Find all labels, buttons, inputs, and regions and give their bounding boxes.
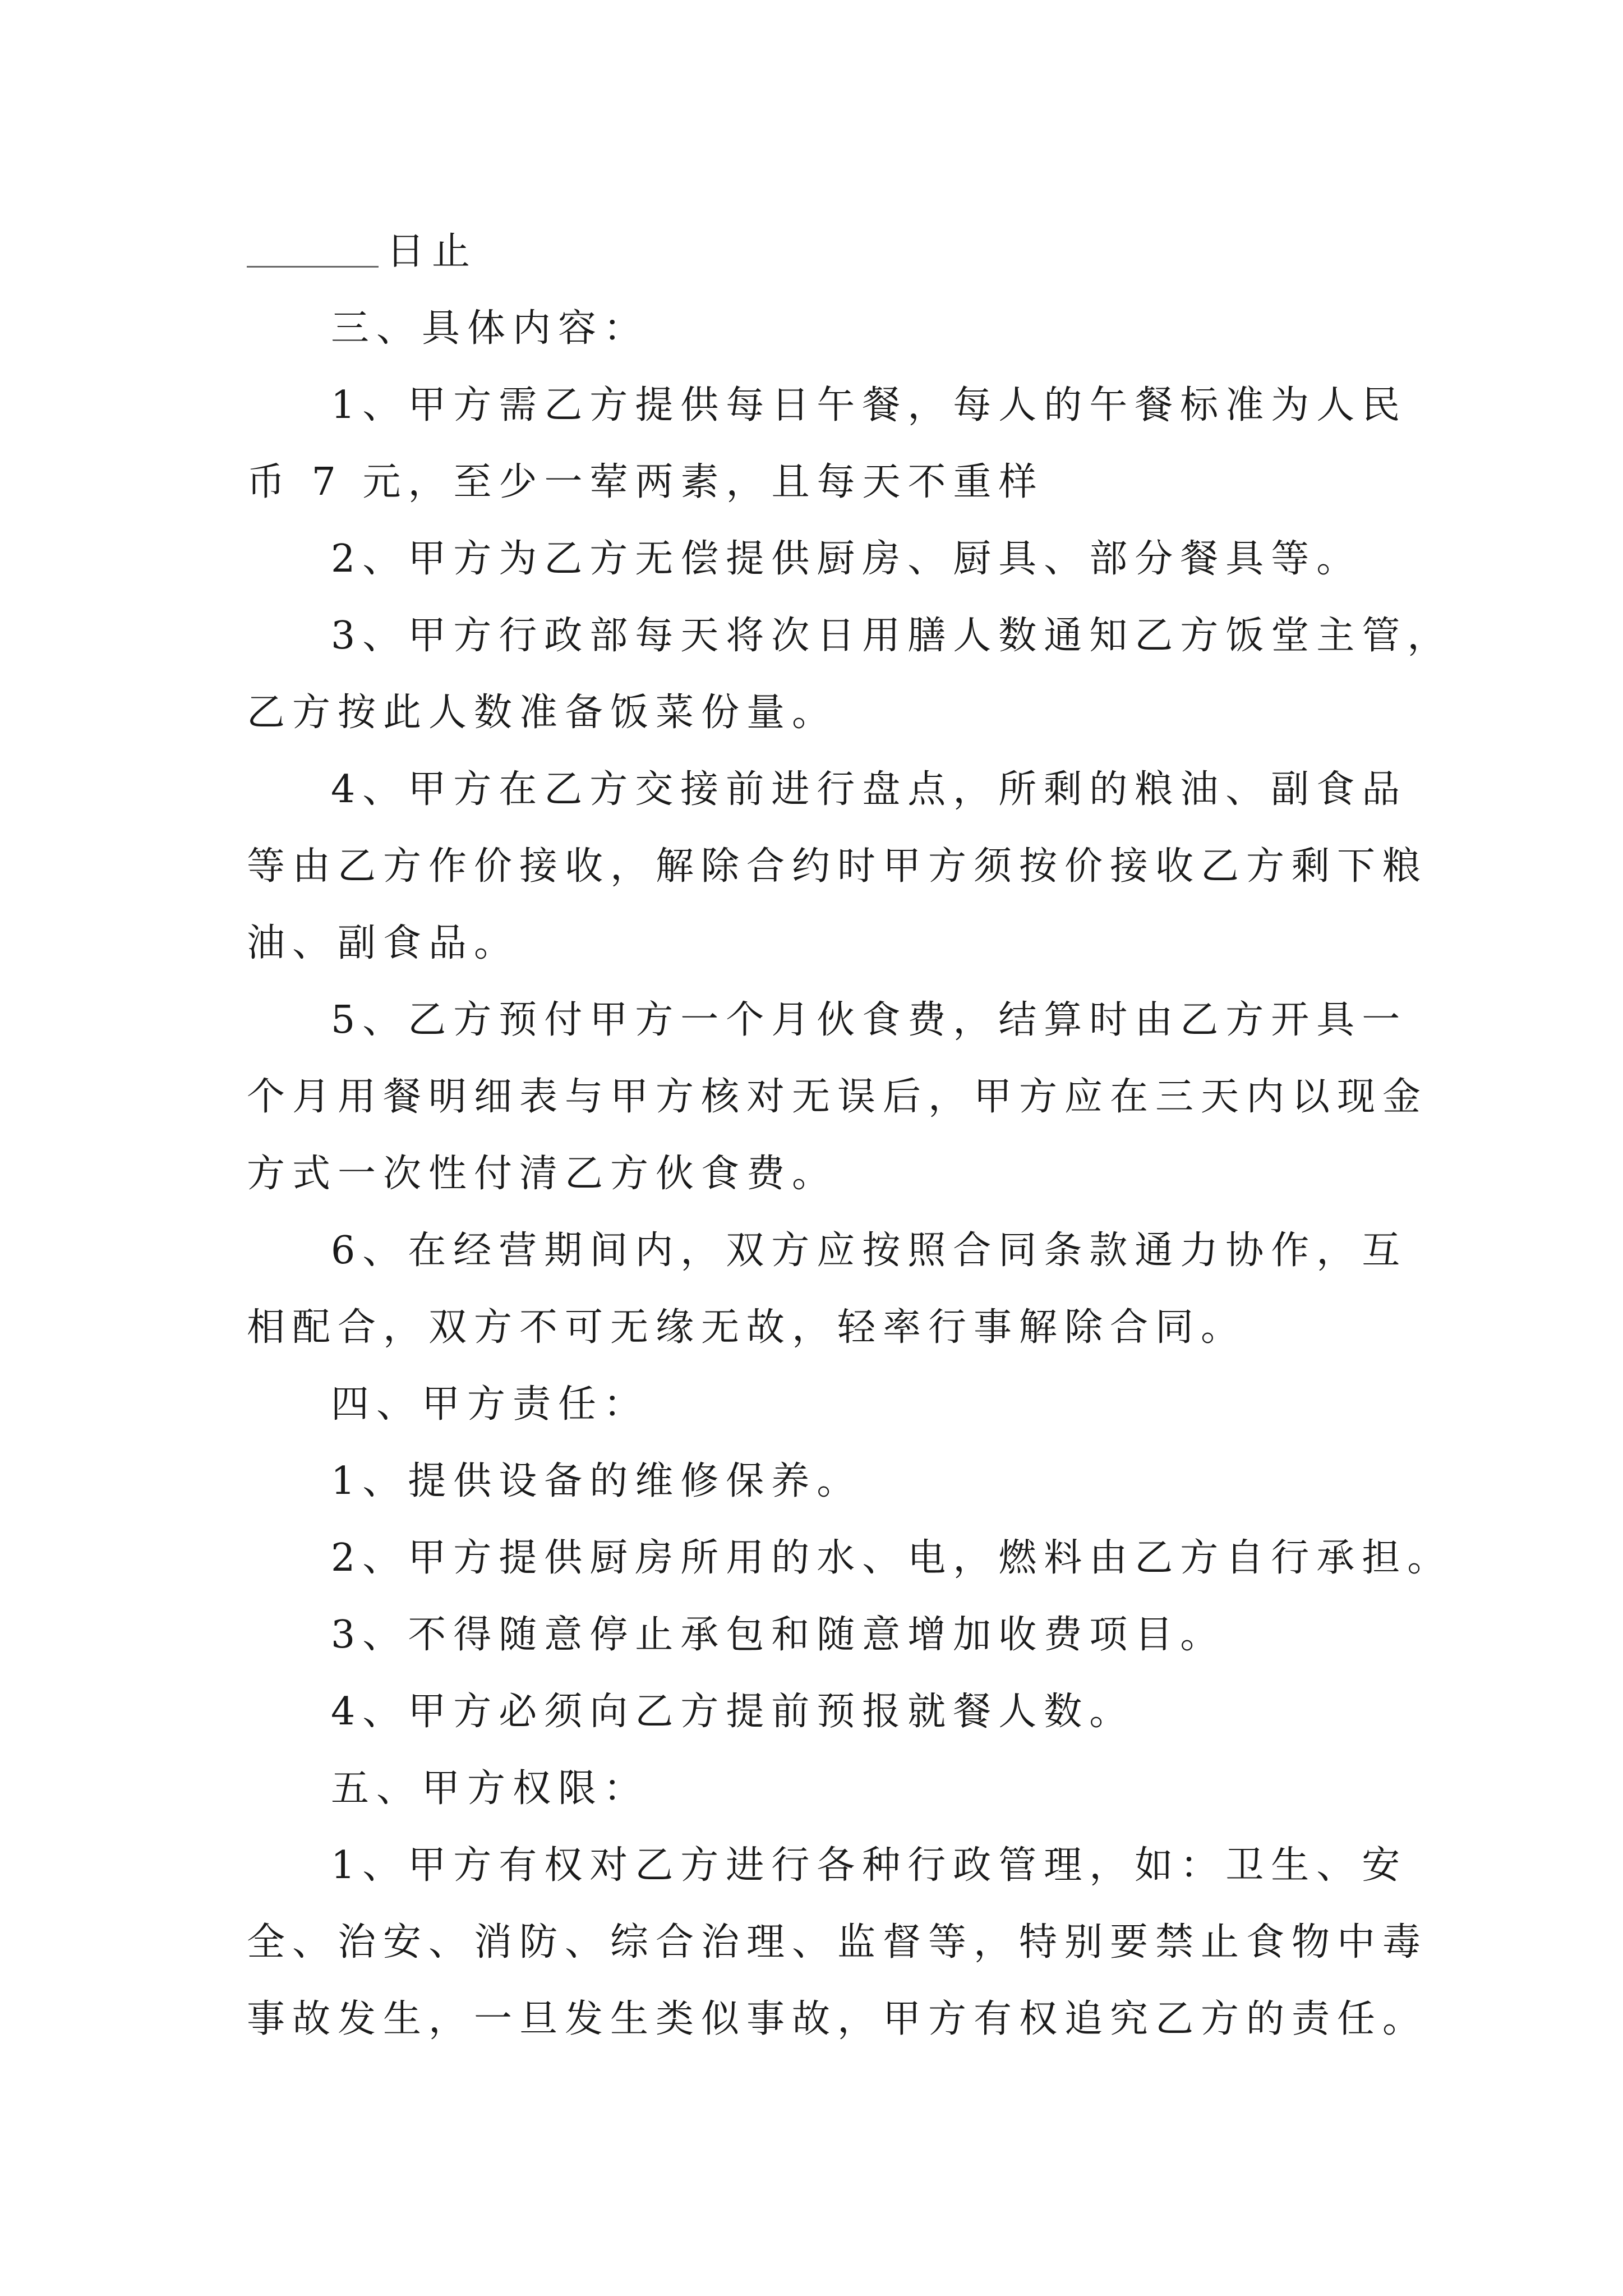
text-line: 等由乙方作价接收，解除合约时甲方须按价接收乙方剩下粮	[247, 844, 1428, 889]
text-line: 2、甲方为乙方无偿提供厨房、厨具、部分餐具等。	[331, 537, 1362, 581]
text-line: 相配合，双方不可无缘无故，轻率行事解除合同。	[247, 1305, 1247, 1350]
text-line: 2、甲方提供厨房所用的水、电，燃料由乙方自行承担。	[331, 1536, 1453, 1580]
text-line: 全、治安、消防、综合治理、监督等，特别要禁止食物中毒	[247, 1920, 1428, 1964]
section-heading: 四、甲方责任：	[331, 1382, 649, 1427]
text-line: 乙方按此人数准备饭菜份量。	[247, 691, 838, 735]
text-line	[247, 213, 1391, 290]
text-line: 1、甲方有权对乙方进行各种行政管理，如：卫生、安	[331, 1843, 1408, 1888]
text-line: 1、提供设备的维修保养。	[331, 1459, 863, 1503]
section-heading: 三、具体内容：	[331, 306, 649, 351]
text-line: 3、甲方行政部每天将次日用膳人数通知乙方饭堂主管，	[331, 614, 1453, 658]
text-line: 个月用餐明细表与甲方核对无误后，甲方应在三天内以现金	[247, 1075, 1428, 1119]
text-line: 币 7 元，至少一荤两素，且每天不重样	[247, 460, 1044, 504]
text-line: 3、不得随意停止承包和随意增加收费项目。	[331, 1613, 1226, 1657]
fill-in-blank	[247, 234, 379, 268]
text-line: 5、乙方预付甲方一个月伙食费，结算时由乙方开具一	[331, 998, 1408, 1042]
section-heading: 五、甲方权限：	[331, 1766, 649, 1811]
text-line: 4、甲方必须向乙方提前预报就餐人数。	[331, 1690, 1135, 1734]
line-text: 日止	[386, 229, 478, 274]
text-line: 1、甲方需乙方提供每日午餐，每人的午餐标准为人民	[331, 383, 1408, 427]
text-line: 4、甲方在乙方交接前进行盘点，所剩的粮油、副食品	[331, 767, 1408, 812]
text-line: 事故发生，一旦发生类似事故，甲方有权追究乙方的责任。	[247, 1997, 1428, 2041]
text-line: 6、在经营期间内，双方应按照合同条款通力协作，互	[331, 1228, 1408, 1273]
document-body	[247, 213, 1453, 2058]
text-line: 方式一次性付清乙方伙食费。	[247, 1152, 838, 1196]
text-line: 油、副食品。	[247, 921, 520, 965]
